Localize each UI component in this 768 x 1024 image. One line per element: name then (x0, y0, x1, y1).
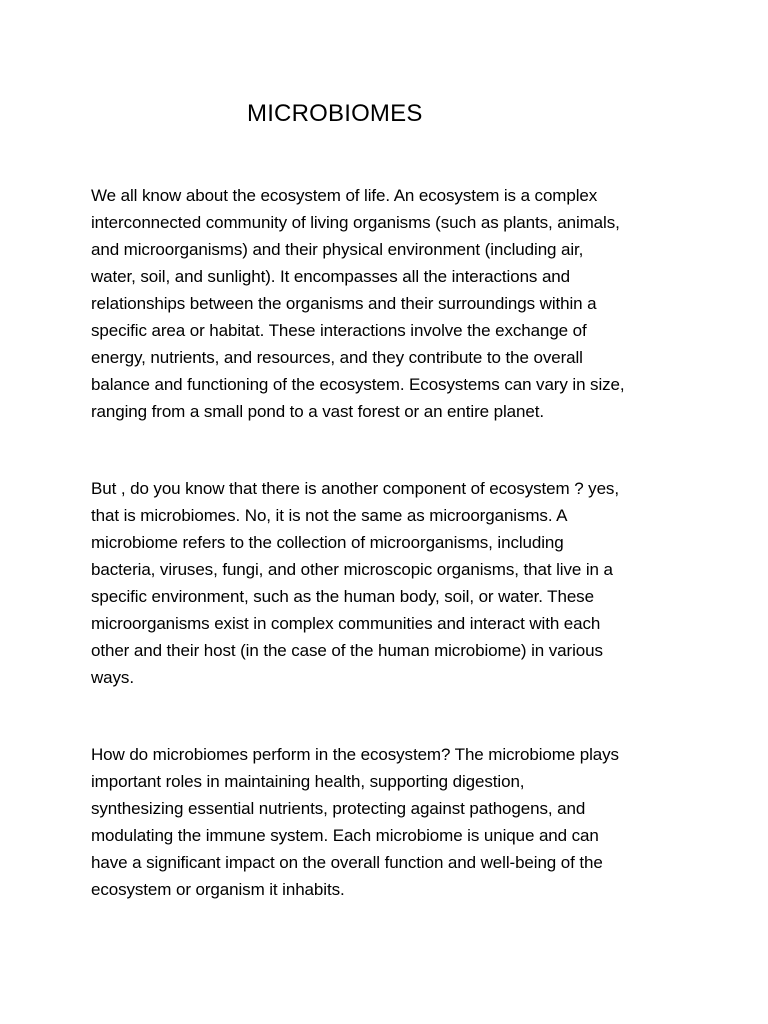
paragraph-line: that is microbiomes. No, it is not the same as microorganisms. A (91, 506, 568, 525)
paragraph-line: microorganisms exist in complex communities and interact with each (91, 614, 601, 633)
paragraph-line: ranging from a small pond to a vast forest or an entire planet. (91, 402, 544, 421)
paragraph-microbiome-definition (91, 475, 691, 691)
paragraph-line: have a significant impact on the overall function and well-being of the (91, 853, 603, 872)
paragraph-line: balance and functioning of the ecosystem. Ecosystems can vary in size, (91, 375, 625, 394)
paragraph-line: synthesizing essential nutrients, protecting against pathogens, and (91, 799, 586, 818)
paragraph-line: interconnected community of living organisms (such as plants, animals, (91, 213, 620, 232)
paragraph-line: bacteria, viruses, fungi, and other microscopic organisms, that live in a (91, 560, 613, 579)
paragraph-line: ways. (91, 668, 134, 687)
paragraph-line: and microorganisms) and their physical environment (including air, (91, 240, 584, 259)
paragraph-line: water, soil, and sunlight). It encompasses all the interactions and (91, 267, 571, 286)
paragraph-line: ecosystem or organism it inhabits. (91, 880, 345, 899)
paragraph-line: other and their host (in the case of the human microbiome) in various (91, 641, 603, 660)
page-title: MICROBIOMES (247, 100, 423, 127)
paragraph-line: How do microbiomes perform in the ecosystem? The microbiome plays (91, 745, 619, 764)
paragraph-line: energy, nutrients, and resources, and they contribute to the overall (91, 348, 583, 367)
paragraph-microbiome-roles (91, 741, 691, 903)
paragraph-line: But , do you know that there is another component of ecosystem ? yes, (91, 479, 619, 498)
paragraph-ecosystem (91, 182, 691, 425)
paragraph-line: We all know about the ecosystem of life. An ecosystem is a complex (91, 186, 598, 205)
paragraph-line: specific environment, such as the human body, soil, or water. These (91, 587, 594, 606)
paragraph-line: important roles in maintaining health, supporting digestion, (91, 772, 525, 791)
paragraph-line: modulating the immune system. Each microbiome is unique and can (91, 826, 599, 845)
paragraph-line: specific area or habitat. These interactions involve the exchange of (91, 321, 587, 340)
paragraph-line: microbiome refers to the collection of microorganisms, including (91, 533, 564, 552)
paragraph-line: relationships between the organisms and their surroundings within a (91, 294, 597, 313)
